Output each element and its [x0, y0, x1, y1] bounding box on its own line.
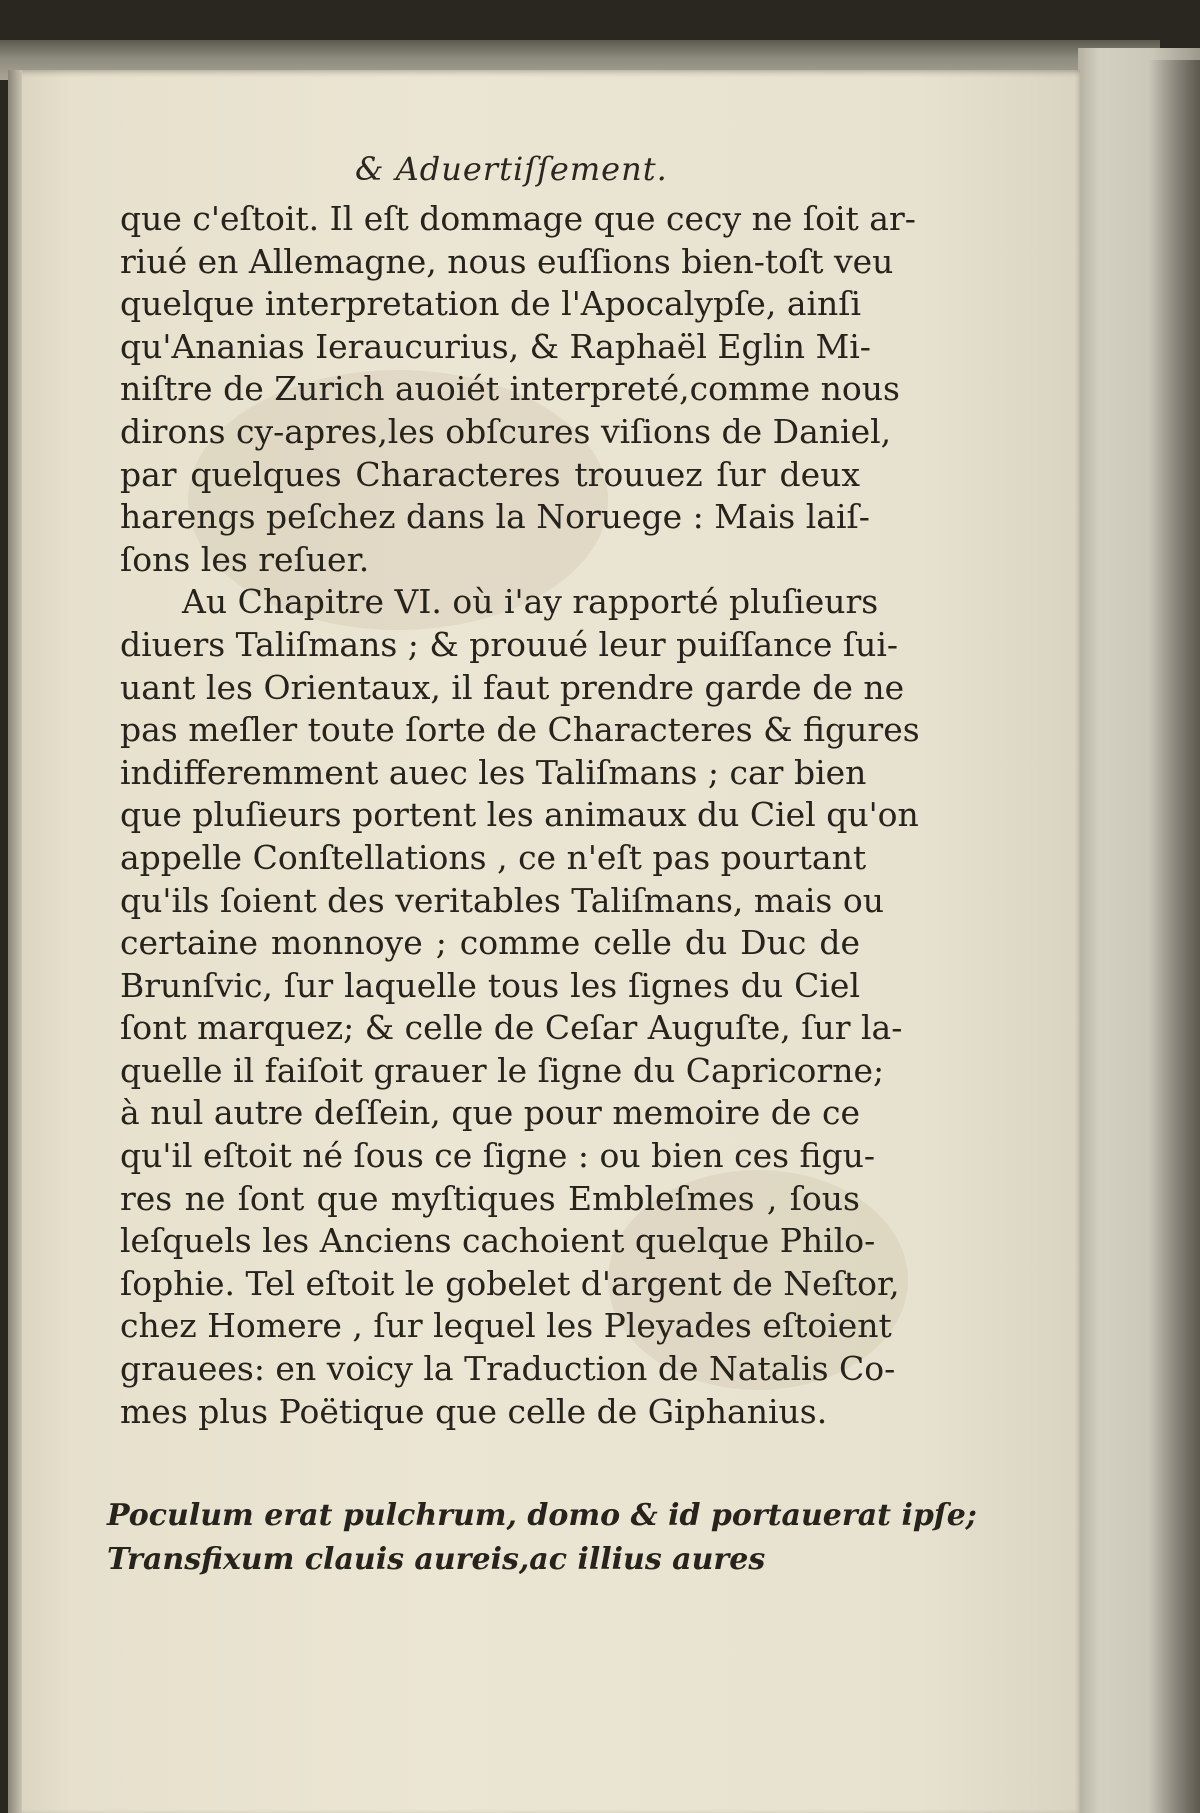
text-line: par quelques Characteres trouuez ſur deux	[120, 454, 860, 494]
text-line: grauees: en voicy la Traduction de Natalis Co-	[120, 1349, 896, 1389]
text-line: dirons cy-apres,les obſcures viſions de Daniel,	[120, 411, 892, 451]
text-line: ſons les reſuer.	[120, 539, 370, 579]
paragraph	[120, 581, 920, 1433]
text-line: mes plus Poëtique que celle de Giphanius.	[120, 1391, 828, 1431]
page-gutter	[8, 70, 22, 1813]
body-text	[120, 198, 920, 1433]
text-line: qu'ils ſoient des veritables Taliſmans, mais ou	[120, 880, 884, 920]
text-line: pas meſler toute ſorte de Characteres & figures	[120, 710, 920, 750]
text-line: chez Homere , ſur lequel les Pleyades eſtoient	[120, 1306, 892, 1346]
text-line: riué en Allemagne, nous euſſions bien-toſt veu	[120, 241, 894, 281]
text-line: appelle Conſtellations , ce n'eſt pas pourtant	[120, 837, 867, 877]
text-line: harengs peſchez dans la Noruege : Mais laiſ-	[120, 497, 870, 537]
paragraph	[120, 198, 916, 581]
text-line: que pluſieurs portent les animaux du Ciel qu'on	[120, 795, 919, 835]
text-line: diuers Taliſmans ; & prouué leur puiſſance ſui-	[120, 624, 899, 664]
text-line: leſquels les Anciens cachoient quelque Philo-	[120, 1221, 876, 1261]
text-line: res ne ſont que myſtiques Embleſmes , ſous	[120, 1178, 860, 1218]
text-line: certaine monnoye ; comme celle du Duc de	[120, 923, 860, 963]
text-line: uant les Orientaux, il faut prendre garde de ne	[120, 667, 905, 707]
text-line: quelque interpretation de l'Apocalypſe, ainſi	[120, 284, 862, 324]
cover-shadow	[1148, 60, 1200, 1813]
text-line: que c'eſtoit. Il eſt dommage que cecy ne ſoit ar-	[120, 199, 916, 238]
text-line: quelle il faiſoit grauer le ſigne du Capricorne;	[120, 1050, 885, 1090]
running-head: & Aduertiſſement.	[355, 150, 668, 188]
text-line: Brunſvic, ſur laquelle tous les ſignes du Ciel	[120, 965, 860, 1005]
text-line: Au Chapitre VI. où i'ay rapporté pluſieurs	[182, 582, 879, 622]
text-line: indifferemment auec les Taliſmans ; car bien	[120, 752, 867, 792]
text-line: qu'il eſtoit né ſous ce ſigne : ou bien ces figu-	[120, 1136, 876, 1176]
text-line: ſont marquez; & celle de Ceſar Auguſte, ſur la-	[120, 1008, 903, 1048]
text-line: ſophie. Tel eſtoit le gobelet d'argent de Neſtor,	[120, 1263, 900, 1303]
text-line: niſtre de Zurich auoiét interpreté,comme nous	[120, 369, 900, 409]
verse-line: Transfixum clauis aureis,ac illius aures	[107, 1542, 766, 1577]
text-line: qu'Ananias Ieraucurius, & Raphaël Eglin Mi-	[120, 326, 871, 366]
text-line: à nul autre deſſein, que pour memoire de ce	[120, 1093, 860, 1133]
verse-quotation	[107, 1494, 977, 1582]
verse-line: Poculum erat pulchrum, domo & id portauerat ipſe;	[107, 1498, 977, 1533]
